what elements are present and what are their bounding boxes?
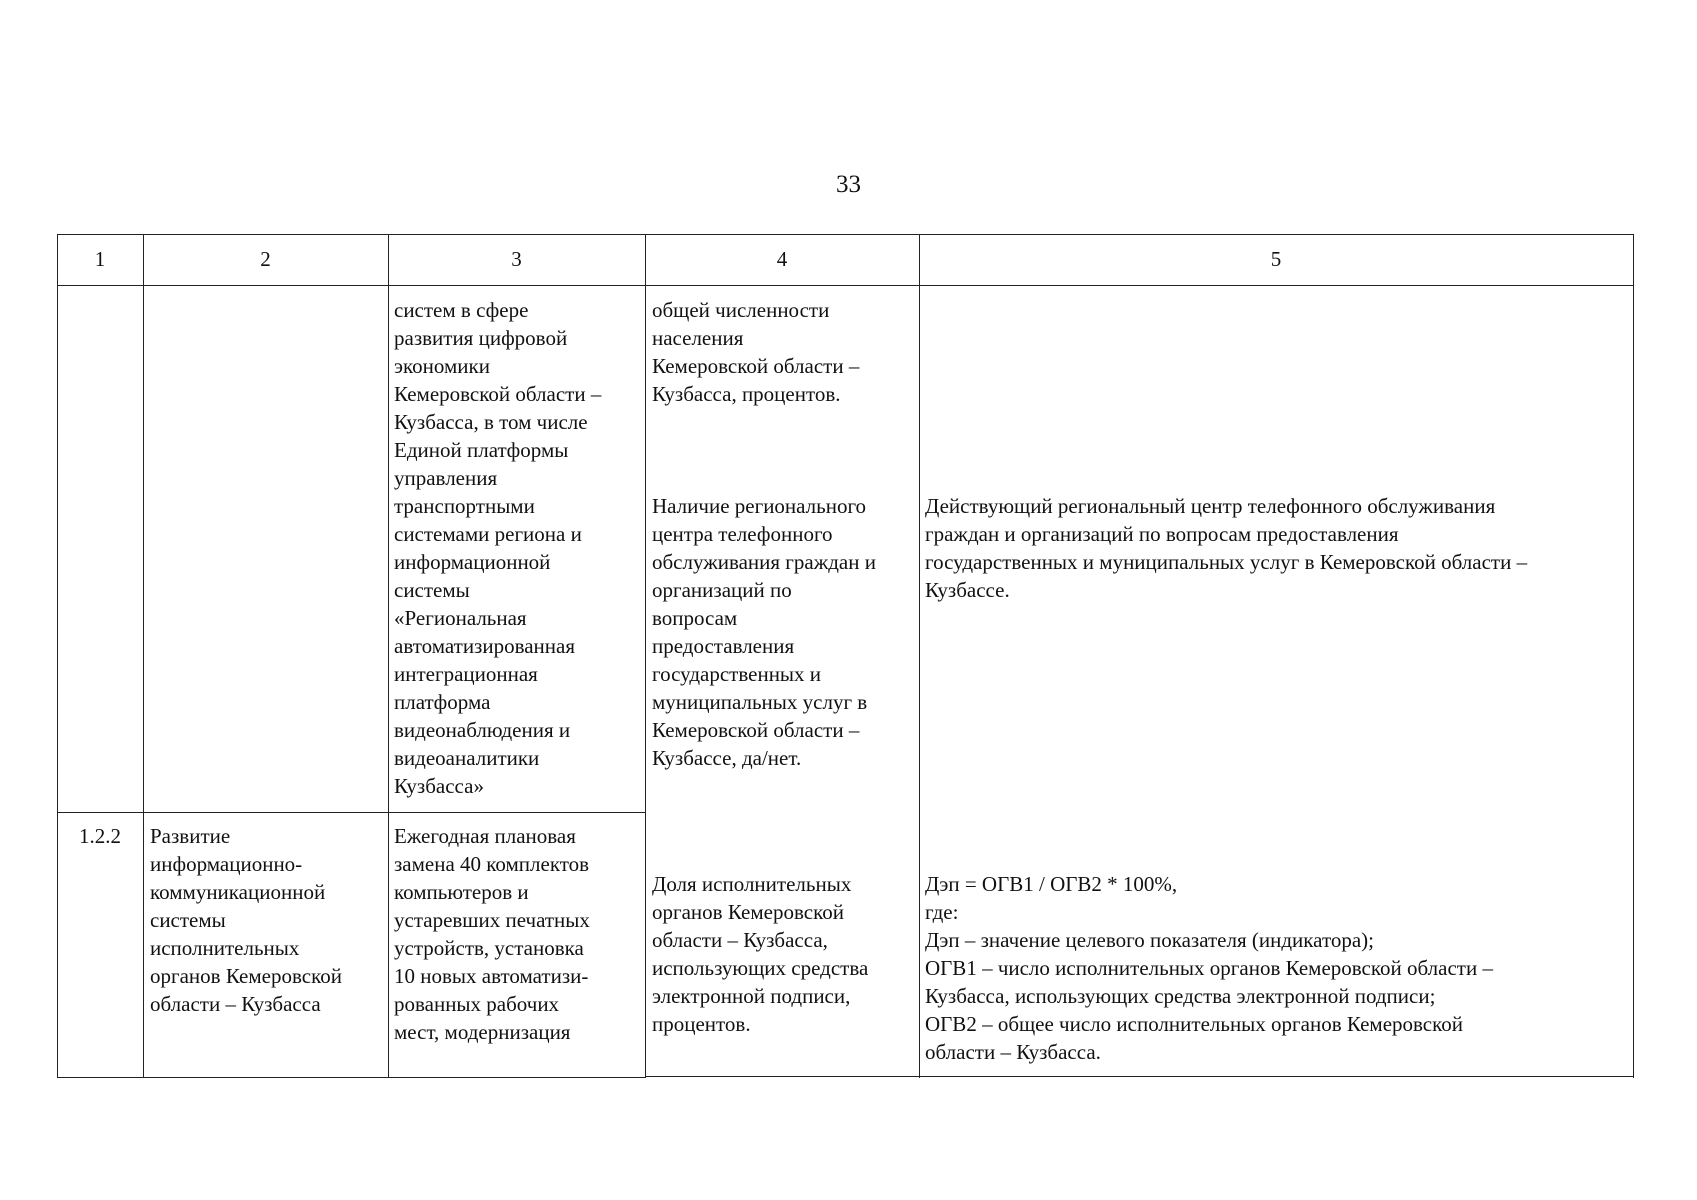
row-number: 1.2.2 bbox=[79, 824, 121, 848]
col-line-4-5 bbox=[919, 234, 920, 1078]
call-center-indicator: Наличие регионального центра телефонного обслуживания граждан и организаций по вопросам предоставления государственных и муниципальных услуг в Кемеровской области – Кузбассе, да/нет. bbox=[652, 494, 876, 770]
header-col-3: 3 bbox=[511, 247, 522, 271]
row-name: Развитие информационно- коммуникационной системы исполнительных органов Кемеровской области – Кузбасса bbox=[150, 824, 342, 1016]
continued-indicator-text: общей численности населения Кемеровской области – Кузбасса, процентов. bbox=[652, 298, 860, 406]
row-action: Ежегодная плановая замена 40 комплектов компьютеров и устаревших печатных устройств, установка 10 новых автоматизи- рованных рабочих мест, модернизация bbox=[394, 824, 590, 1044]
header-col-2: 2 bbox=[260, 247, 271, 271]
continued-action-text: систем в сфере развития цифровой экономики Кемеровской области – Кузбасса, в том числе Единой платформы управления транспортными системами региона и информационной системы «Региональная автоматизированная интеграционная платформа видеонаблюдения и видеоаналитики Кузбасса» bbox=[394, 298, 602, 798]
header-col-5: 5 bbox=[1270, 247, 1282, 271]
row-indicator: Доля исполнительных органов Кемеровской области – Кузбасса, использующих средства электронной подписи, процентов. bbox=[652, 872, 869, 1036]
header-col-1: 1 bbox=[94, 247, 106, 271]
page-number: 33 bbox=[836, 171, 861, 198]
col-line-left bbox=[57, 234, 58, 1078]
table-border-bottom-right bbox=[645, 1076, 1634, 1077]
col-line-1-2 bbox=[143, 234, 144, 1078]
row-divider-1-2-2 bbox=[57, 812, 645, 813]
header-col-4: 4 bbox=[776, 247, 788, 271]
col-line-3-4 bbox=[645, 234, 646, 1078]
header-divider bbox=[57, 285, 1634, 286]
row-formula: Дэп = ОГВ1 / ОГВ2 * 100%, где: Дэп – значение целевого показателя (индикатора); ОГВ1 – число исполнительных органов Кемеровской области – Кузбасса, использующих средства электронной подписи; ОГВ2 – общее число исполнительных органов Кемеровской области – Кузбасса. bbox=[925, 872, 1493, 1064]
call-center-description: Действующий региональный центр телефонного обслуживания граждан и организаций по вопросам предоставления государственных и муниципальных услуг в Кемеровской области – Кузбассе. bbox=[925, 494, 1528, 602]
table-border-bottom-left bbox=[57, 1077, 645, 1078]
col-line-2-3 bbox=[388, 234, 389, 1078]
col-line-right bbox=[1633, 234, 1634, 1078]
